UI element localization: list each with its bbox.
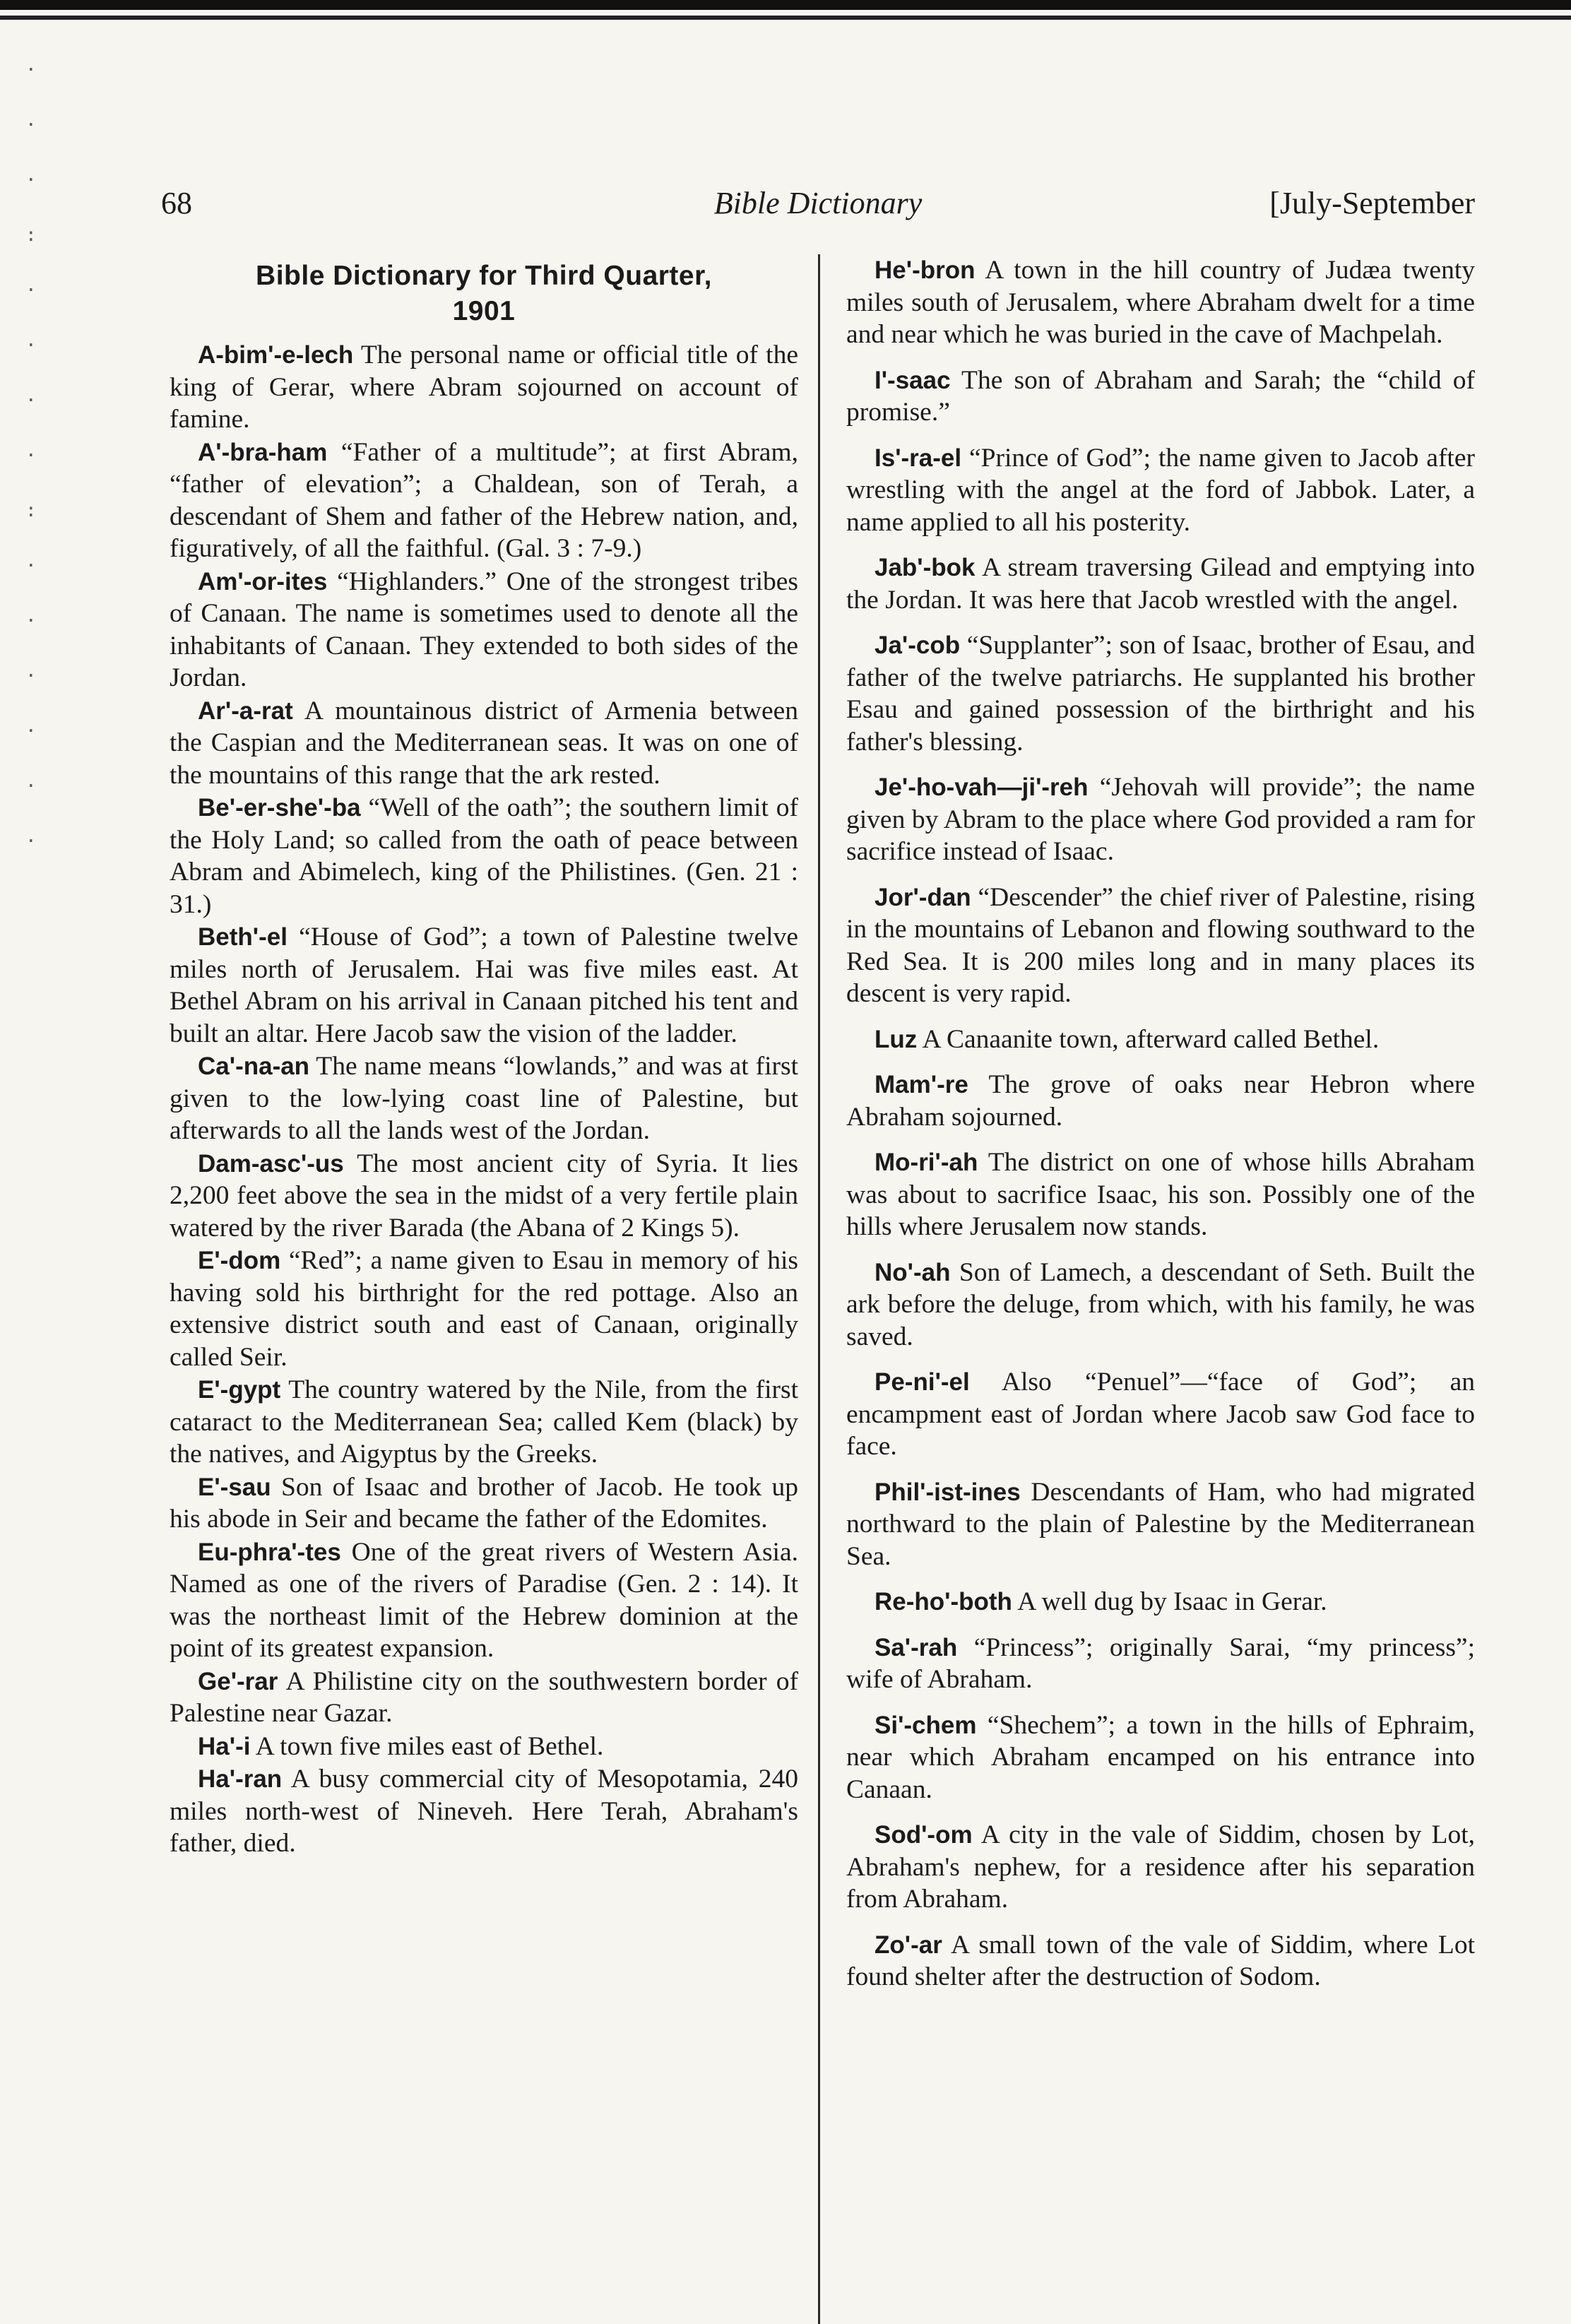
right-column — [846, 254, 1475, 2007]
page-header — [161, 185, 1475, 232]
right-entry-list — [846, 254, 1475, 1993]
entry-headword: Zo'-ar — [875, 1931, 942, 1959]
entry-definition: “Shechem”; a town in the hills of Ephraim, near which Abraham encamped on his entrance into Canaan. — [846, 1710, 1475, 1804]
entry-definition: “Princess”; originally Sarai, “my princess”; wife of Abraham. — [846, 1632, 1475, 1694]
entry-definition: “Supplanter”; son of Isaac, brother of Esau, and father of the twelve patriarchs. He supplanted his brother Esau and gained possession of the birthright and his father's blessing. — [846, 631, 1475, 757]
entry-headword: Mo-ri'-ah — [875, 1149, 978, 1176]
entry-definition: “Well of the oath”; the southern limit of the Holy Land; so called from the oath of peace between Abram and Abimelech, king of the Philistines. (Gen. 21 : 31.) — [170, 793, 798, 919]
column-divider — [818, 254, 820, 2324]
entry-headword: Phil'-ist-ines — [875, 1478, 1021, 1506]
dictionary-entry — [170, 695, 798, 792]
entry-definition: Son of Lamech, a descendant of Seth. Built the ark before the deluge, from which, with his family, he was saved. — [846, 1257, 1475, 1351]
entry-headword: Am'-or-ites — [198, 567, 328, 595]
entry-definition: “Descender” the chief river of Palestine, rising in the mountains of Lebanon and flowing southward to the Red Sea. It is 200 miles long and in many places its descent is very rapid. — [846, 882, 1475, 1008]
dictionary-entry — [170, 437, 798, 565]
entry-headword: Jor'-dan — [875, 883, 971, 911]
entry-definition: Also “Penuel”—“face of God”; an encampment east of Jordan where Jacob saw God face to face. — [846, 1368, 1475, 1461]
dictionary-entry — [170, 1374, 798, 1471]
entry-definition: The name means “lowlands,” and was at first given to the low-lying coast line of Palestine, but afterwards to all the lands west of the Jordan. — [170, 1052, 798, 1145]
entry-headword: Dam-asc'-us — [198, 1149, 344, 1178]
entry-definition: A small town of the vale of Siddim, where Lot found shelter after the destruction of Sodom. — [846, 1930, 1475, 1991]
dictionary-entry — [846, 1257, 1475, 1353]
dictionary-entry — [170, 792, 798, 920]
dictionary-entry — [846, 1632, 1475, 1696]
entry-definition: A busy commercial city of Mesopotamia, 240 miles north-west of Nineveh. Here Terah, Abraham's father, died. — [170, 1765, 798, 1858]
entry-definition: A town in the hill country of Judæa twenty miles south of Jerusalem, where Abraham dwelt for a time and near which he was buried in the cave of Machpelah. — [846, 256, 1475, 349]
dictionary-entry — [846, 1024, 1475, 1056]
entry-definition: A stream traversing Gilead and emptying into the Jordan. It was here that Jacob wrestled with the angel. — [846, 553, 1475, 615]
dictionary-entry — [846, 771, 1475, 868]
dictionary-entry — [846, 629, 1475, 758]
dictionary-entry — [846, 1709, 1475, 1806]
dictionary-entry — [846, 552, 1475, 616]
dictionary-entry — [846, 1819, 1475, 1916]
entry-headword: Re-ho'-both — [875, 1588, 1012, 1615]
section-title-line-1: Bible Dictionary for Third Quarter, — [256, 261, 712, 291]
quarter-label: [July-September — [1269, 186, 1475, 220]
entry-headword: Eu-phra'-tes — [198, 1538, 341, 1566]
dictionary-entry — [170, 1245, 798, 1373]
dictionary-entry — [846, 1476, 1475, 1573]
dictionary-entry — [846, 1146, 1475, 1243]
entry-headword: Je'-ho-vah—ji'-reh — [875, 773, 1089, 801]
dictionary-entry — [846, 1929, 1475, 1993]
section-title-year: 1901 — [452, 296, 516, 326]
page-number: 68 — [161, 186, 192, 220]
dictionary-entry — [846, 442, 1475, 539]
dictionary-entry — [846, 1586, 1475, 1618]
dictionary-entry — [170, 1763, 798, 1860]
entry-headword: No'-ah — [875, 1258, 951, 1286]
entry-headword: Pe-ni'-el — [875, 1368, 970, 1396]
entry-definition: A town five miles east of Bethel. — [250, 1731, 604, 1761]
entry-definition: A Canaanite town, afterward called Bethel. — [917, 1024, 1380, 1054]
dictionary-entry — [170, 1666, 798, 1730]
left-column — [170, 254, 798, 1861]
dictionary-entry — [170, 566, 798, 694]
entry-definition: A Philistine city on the southwestern border of Palestine near Gazar. — [170, 1666, 798, 1728]
entry-headword: Ha'-ran — [198, 1765, 283, 1793]
entry-definition: “House of God”; a town of Palestine twelve miles north of Jerusalem. Hai was five miles east. At Bethel Abram on his arrival in Canaan pitched his tent and built an altar. Here Jacob saw the vision of the ladder. — [170, 923, 798, 1048]
entry-definition: “Highlanders.” One of the strongest tribes of Canaan. The name is sometimes used to denote all the inhabitants of Canaan. They extended to both sides of the Jordan. — [170, 567, 798, 692]
dictionary-entry — [170, 1148, 798, 1245]
entry-headword: Ha'-i — [198, 1732, 251, 1760]
dictionary-entry — [170, 339, 798, 436]
entry-definition: “Prince of God”; the name given to Jacob after wrestling with the angel at the ford of Jabbok. Later, a name applied to all his posterity. — [846, 443, 1475, 537]
margin-specks: · · · : · · · · : · · · · · · — [25, 59, 37, 852]
entry-headword: E'-gypt — [198, 1376, 281, 1404]
entry-definition: The son of Abraham and Sarah; the “child of promise.” — [846, 365, 1475, 427]
dictionary-entry — [170, 1471, 798, 1536]
section-title — [170, 259, 798, 329]
top-border-rule-thin — [0, 16, 1571, 20]
dictionary-entry — [846, 1069, 1475, 1133]
entry-headword: He'-bron — [875, 256, 976, 284]
dictionary-entry — [846, 882, 1475, 1010]
dictionary-entry — [846, 254, 1475, 351]
entry-definition: The district on one of whose hills Abraham was about to sacrifice Isaac, his son. Possibly one of the hills where Jerusalem now stands. — [846, 1148, 1475, 1241]
dictionary-entry — [170, 1536, 798, 1665]
dictionary-entry — [846, 1366, 1475, 1463]
top-border-rule — [0, 0, 1571, 10]
entry-definition: A well dug by Isaac in Gerar. — [1012, 1587, 1327, 1616]
entry-headword: Mam'-re — [875, 1071, 968, 1098]
entry-headword: Si'-chem — [875, 1711, 977, 1739]
running-title: Bible Dictionary — [713, 186, 923, 220]
entry-definition: “Red”; a name given to Esau in memory of his having sold his birthright for the red pottage. Also an extensive district south and east of Canaan, originally called Seir. — [170, 1246, 798, 1372]
entry-headword: I'-saac — [875, 366, 951, 394]
entry-headword: Ja'-cob — [875, 632, 961, 659]
entry-headword: Ar'-a-rat — [198, 696, 293, 725]
entry-headword: Beth'-el — [198, 923, 287, 951]
entry-definition: Descendants of Ham, who had migrated northward to the plain of Palestine by the Mediterranean Sea. — [846, 1477, 1475, 1571]
entry-headword: E'-dom — [198, 1247, 281, 1274]
entry-definition: Son of Isaac and brother of Jacob. He took up his abode in Seir and became the father of the Edomites. — [170, 1472, 798, 1534]
entry-definition: A mountainous district of Armenia between the Caspian and the Mediterranean seas. It was on one of the mountains of this range that the ark rested. — [170, 696, 798, 790]
entry-headword: Luz — [875, 1025, 918, 1053]
dictionary-entry — [846, 364, 1475, 429]
dictionary-entry — [170, 1731, 798, 1763]
entry-definition: One of the great rivers of Western Asia. Named as one of the rivers of Paradise (Gen. 2 : 14). It was the northeast limit of the Hebrew dominion at the point of its greatest expansion. — [170, 1537, 798, 1663]
entry-headword: Sa'-rah — [875, 1633, 958, 1661]
entry-headword: Ca'-na-an — [198, 1053, 310, 1080]
entry-definition: The personal name or official title of the king of Gerar, where Abram sojourned on account of famine. — [170, 340, 798, 434]
entry-definition: “Father of a multitude”; at first Abram, “father of elevation”; a Chaldean, son of Terah, a descendant of Shem and father of the Hebrew nation, and, figuratively, of all the faithful. (Gal. 3 : 7-9.) — [170, 437, 798, 563]
entry-headword: Jab'-bok — [875, 554, 976, 581]
entry-headword: Be'-er-she'-ba — [198, 794, 361, 822]
entry-definition: A city in the vale of Siddim, chosen by Lot, Abraham's nephew, for a residence after his separation from Abraham. — [846, 1820, 1475, 1914]
entry-headword: Ge'-rar — [198, 1667, 278, 1695]
entry-definition: “Jehovah will provide”; the name given by Abram to the place where God provided a ram for sacrifice instead of Isaac. — [846, 773, 1475, 866]
entry-definition: The most ancient city of Syria. It lies 2,200 feet above the sea in the midst of a very fertile plain watered by the river Barada (the Abana of 2 Kings 5). — [170, 1149, 798, 1243]
entry-definition: The grove of oaks near Hebron where Abraham sojourned. — [846, 1070, 1475, 1132]
dictionary-entry — [170, 921, 798, 1050]
left-entry-list — [170, 339, 798, 1860]
entry-headword: A-bim'-e-lech — [198, 341, 354, 369]
entry-headword: Sod'-om — [875, 1821, 973, 1849]
entry-headword: Is'-ra-el — [875, 444, 962, 472]
dictionary-entry — [170, 1050, 798, 1147]
entry-headword: A'-bra-ham — [198, 438, 328, 466]
entry-headword: E'-sau — [198, 1473, 271, 1501]
entry-definition: The country watered by the Nile, from the first cataract to the Mediterranean Sea; called Kem (black) by the natives, and Aigyptus by the Greeks. — [170, 1375, 798, 1469]
